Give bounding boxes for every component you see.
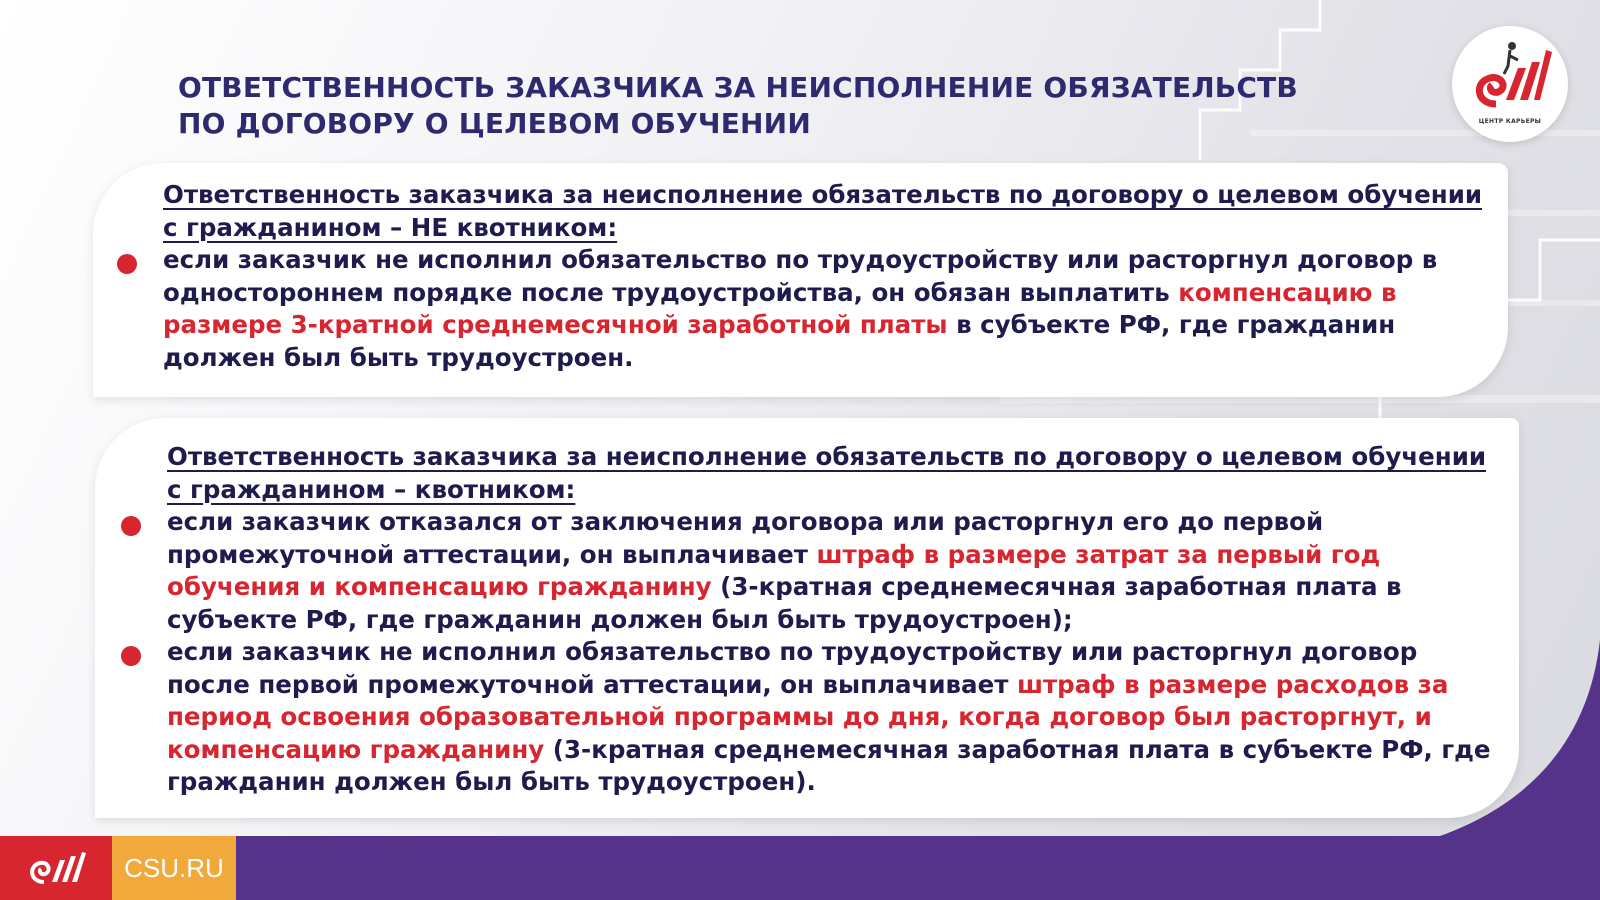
csu-logo-icon — [26, 846, 86, 890]
quota-responsibility-card — [95, 418, 1519, 818]
footer-bar — [0, 836, 1600, 900]
bullet-dot-icon — [121, 646, 141, 666]
item-text: если заказчик не исполнил обязательство по трудоустройству или расторгнул договор после первой промежуточной аттестации, он выплачивает — [167, 637, 1418, 699]
item-highlight: штраф в размере расходов за период освоения образовательной программы до дня, когда договор был расторгнут, и компенсацию гражданину — [167, 669, 1449, 764]
bullet-dot-icon — [117, 254, 137, 274]
item-text: если заказчик не исполнил обязательство по трудоустройству или расторгнул договор в одностороннем порядке после трудоустройства, он обязан выплатить — [163, 245, 1438, 307]
card1-heading: Ответственность заказчика за неисполнение обязательств по договору о целевом обучении с гражданином – НЕ квотником: — [163, 180, 1483, 242]
slide-title-line-1: ОТВЕТСТВЕННОСТЬ ЗАКАЗЧИКА ЗА НЕИСПОЛНЕНИЕ ОБЯЗАТЕЛЬСТВ — [178, 71, 1298, 104]
item-text: если заказчик отказался от заключения договора или расторгнул его до первой промежуточной аттестации, он выплачивает — [167, 507, 1324, 569]
card2-list-item — [167, 506, 1497, 636]
logo-caption: ЦЕНТР КАРЬЕРЫ — [1478, 118, 1542, 125]
footer-logo[interactable] — [0, 836, 112, 900]
slide-title-line-2: ПО ДОГОВОРУ О ЦЕЛЕВОМ ОБУЧЕНИИ — [178, 107, 811, 140]
item-text-after: (3-кратная среднемесячная заработная плата в субъекте РФ, где гражданин должен был быть трудоустроен). — [167, 734, 1491, 796]
career-center-logo — [1452, 26, 1568, 142]
card2-heading: Ответственность заказчика за неисполнение обязательств по договору о целевом обучении с гражданином – квотником: — [167, 442, 1487, 504]
item-text-after: в субъекте РФ, где гражданин должен был быть трудоустроен. — [163, 310, 1396, 372]
non-quota-responsibility-card — [93, 163, 1508, 397]
item-highlight: штраф в размере затрат за первый год обучения и компенсацию гражданину — [167, 539, 1381, 601]
item-highlight: компенсацию в размере 3-кратной среднемесячной заработной платы — [163, 277, 1397, 339]
bullet-dot-icon — [121, 516, 141, 536]
slide-title — [178, 70, 1298, 142]
card1-list-item — [163, 244, 1493, 374]
item-text-after: (3-кратная среднемесячная заработная плата в субъекте РФ, где гражданин должен был быть трудоустроен); — [167, 572, 1402, 634]
site-link[interactable]: CSU.RU — [112, 836, 236, 900]
card2-list-item — [167, 636, 1497, 799]
career-center-logo-icon — [1466, 38, 1554, 118]
